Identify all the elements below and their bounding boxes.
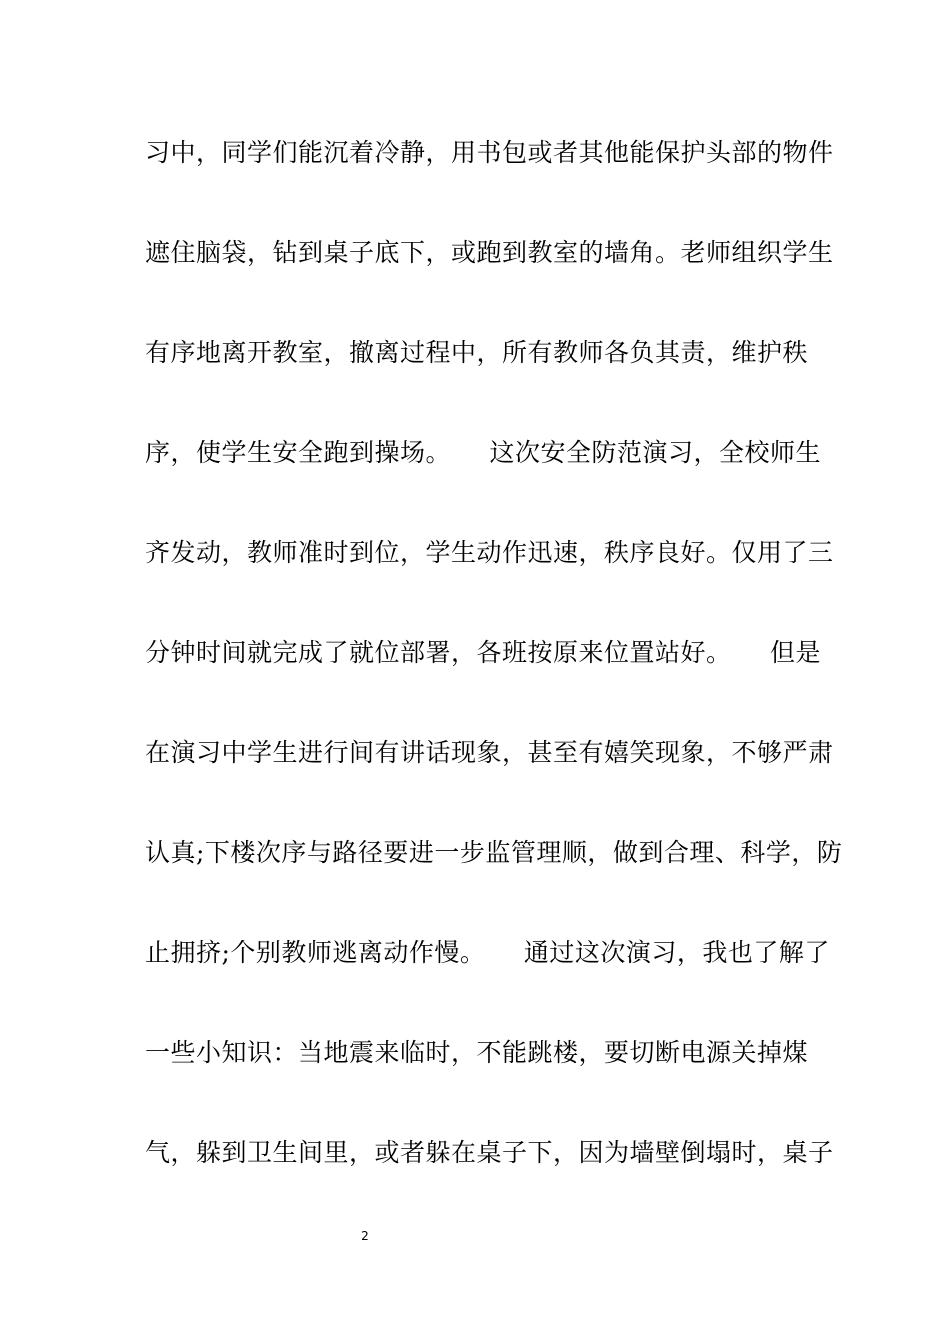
text-line-3: 有序地离开教室，撤离过程中，所有教师各负其责，维护秩: [145, 338, 809, 367]
text-line-7: 在演习中学生进行间有讲话现象，甚至有嬉笑现象，不够严肃: [145, 738, 834, 767]
text-line-10: 一些小知识：当地震来临时，不能跳楼，要切断电源关掉煤: [145, 1038, 809, 1067]
text-line-9: 止拥挤;个别教师逃离动作慢。 通过这次演习，我也了解了: [145, 938, 830, 967]
text-line-5: 齐发动，教师准时到位，学生动作迅速，秩序良好。仅用了三: [145, 538, 834, 567]
text-line-8: 认真;下楼次序与路径要进一步监管理顺，做到合理、科学，防: [145, 838, 843, 867]
text-line-4: 序，使学生安全跑到操场。 这次安全防范演习，全校师生: [145, 438, 822, 467]
page-number: 2: [361, 1229, 369, 1243]
text-line-2: 遮住脑袋，钻到桌子底下，或跑到教室的墙角。老师组织学生: [145, 238, 834, 267]
text-line-6: 分钟时间就完成了就位部署，各班按原来位置站好。 但是: [145, 638, 822, 667]
text-line-11: 气，躲到卫生间里，或者躲在桌子下，因为墙壁倒塌时，桌子: [145, 1138, 834, 1167]
body-text: [145, 128, 843, 1228]
text-line-1: 习中，同学们能沉着冷静，用书包或者其他能保护头部的物件: [145, 138, 834, 167]
